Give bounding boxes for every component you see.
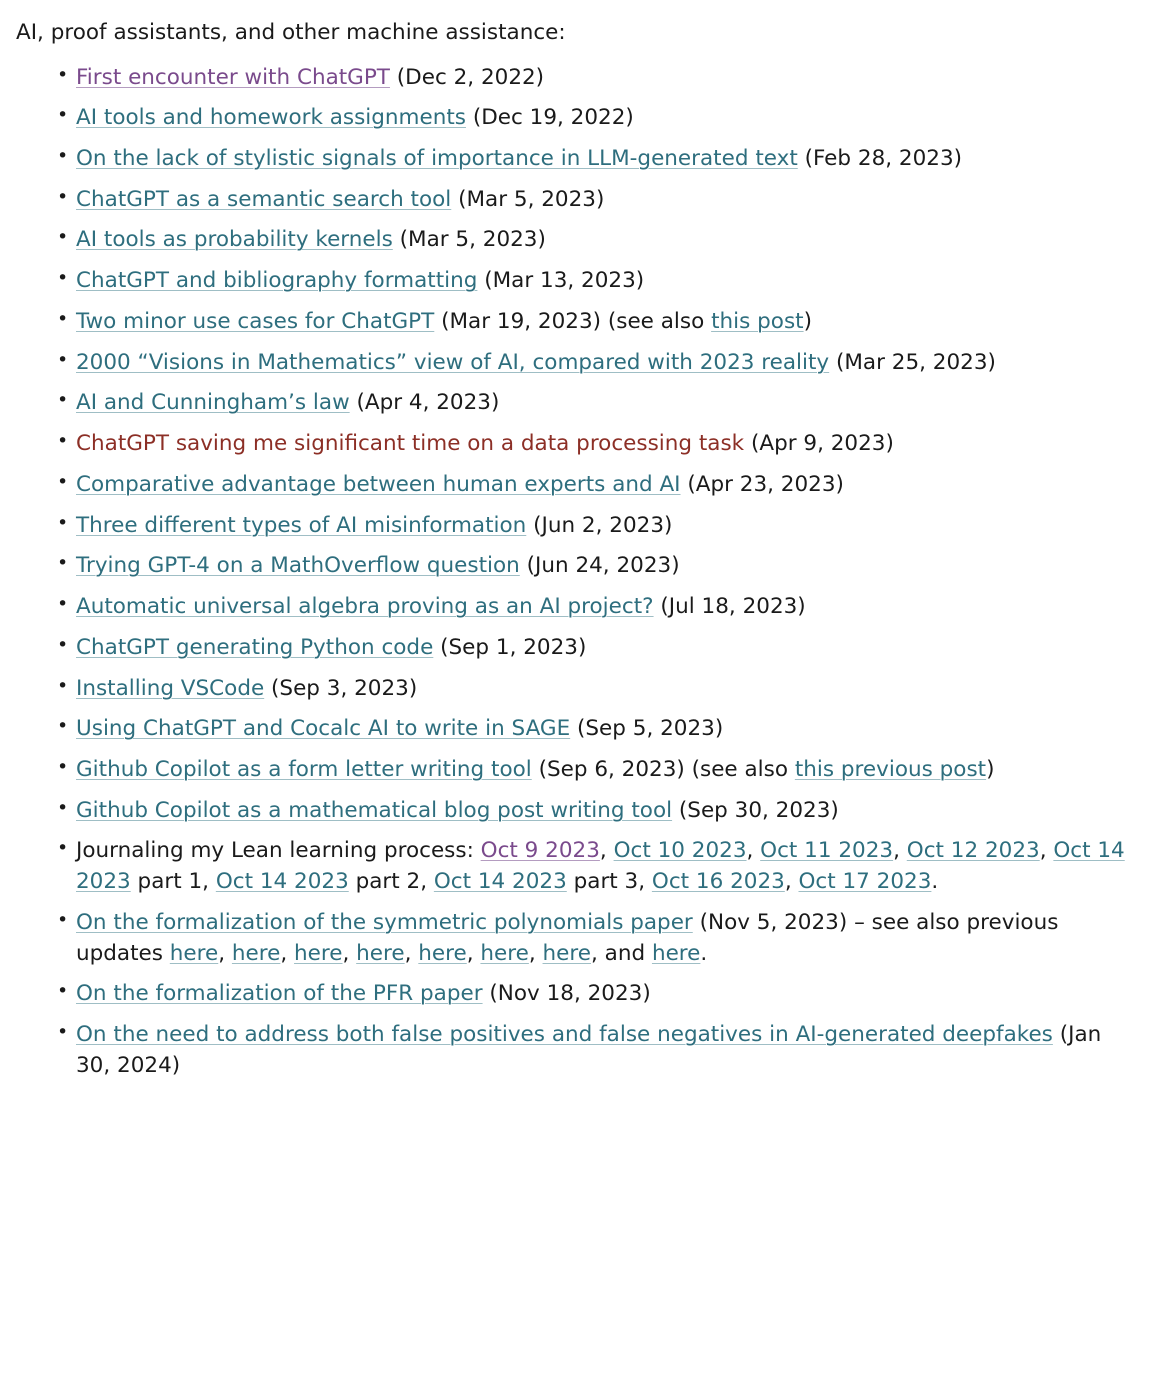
post-link[interactable]: here: [231, 940, 281, 966]
post-link[interactable]: Comparative advantage between human experts and AI: [76, 471, 681, 497]
post-link[interactable]: here: [542, 940, 591, 966]
post-link[interactable]: Oct 14 2023: [433, 869, 567, 895]
list-item: [14, 714, 1132, 745]
post-link[interactable]: here: [294, 940, 343, 966]
post-link[interactable]: Github Copilot as a form letter writing tool: [76, 757, 532, 782]
post-date-text: (Nov 5, 2023) – see also previous updates: [76, 909, 1059, 966]
post-date-text: (Mar 13, 2023): [477, 268, 645, 294]
post-link[interactable]: Oct 10 2023: [613, 838, 747, 864]
post-link[interactable]: AI tools and homework assignments: [76, 105, 466, 131]
post-link[interactable]: Installing VSCode: [76, 675, 265, 701]
post-date-text: , and: [591, 940, 652, 966]
post-link[interactable]: here: [651, 940, 701, 966]
post-link[interactable]: AI tools as probability kernels: [76, 227, 393, 253]
list-item: [14, 908, 1132, 969]
list-item: [14, 103, 1132, 134]
post-link[interactable]: here: [418, 940, 467, 966]
post-link[interactable]: this post: [711, 308, 804, 334]
post-date-text: ,: [599, 838, 614, 864]
post-link[interactable]: here: [480, 940, 529, 966]
post-link[interactable]: here: [356, 940, 405, 966]
post-date-text: (Dec 19, 2022): [465, 105, 634, 131]
list-item: [14, 225, 1132, 256]
post-link[interactable]: Oct 9 2023: [480, 838, 600, 864]
list-item: [14, 429, 1132, 460]
post-link[interactable]: ChatGPT saving me significant time on a data processing task: [76, 431, 745, 457]
list-item: [14, 979, 1132, 1010]
list-item: [14, 592, 1132, 623]
post-date-text: ): [803, 308, 812, 334]
post-date-text: (Mar 5, 2023): [451, 186, 605, 212]
post-date-text: (Jun 2, 2023): [526, 512, 673, 538]
post-date-text: part 2,: [348, 869, 434, 895]
post-link[interactable]: AI and Cunningham’s law: [76, 390, 350, 416]
post-link[interactable]: On the formalization of the symmetric polynomials paper: [76, 909, 693, 935]
post-date-text: (Nov 18, 2023): [482, 981, 651, 1007]
post-date-text: ,: [342, 940, 357, 966]
post-date-text: ,: [746, 838, 761, 864]
list-item: [14, 388, 1132, 419]
post-link[interactable]: Two minor use cases for ChatGPT: [76, 308, 435, 334]
post-date-text: .: [931, 869, 939, 895]
post-date-text: (Apr 4, 2023): [349, 390, 500, 416]
list-item: [14, 755, 1132, 786]
post-date-text: (Apr 23, 2023): [680, 471, 844, 497]
list-item: [14, 511, 1132, 542]
list-item: [14, 63, 1132, 94]
post-date-text: (Mar 25, 2023): [829, 349, 996, 375]
post-link[interactable]: First encounter with ChatGPT: [76, 64, 390, 90]
post-link[interactable]: Trying GPT-4 on a MathOverflow question: [76, 553, 520, 579]
post-date-text: (Sep 1, 2023): [433, 634, 587, 660]
post-link[interactable]: Oct 12 2023: [906, 838, 1040, 864]
post-date-text: (Sep 30, 2023): [672, 797, 839, 823]
post-link[interactable]: ChatGPT and bibliography formatting: [76, 268, 478, 294]
post-link[interactable]: Three different types of AI misinformation: [76, 512, 527, 538]
post-date-text: ,: [784, 869, 799, 895]
post-date-text: (Sep 5, 2023): [570, 716, 724, 742]
post-date-text: (Mar 19, 2023) (see also: [434, 308, 712, 334]
post-date-text: (Jun 24, 2023): [519, 553, 680, 579]
list-item: [14, 307, 1132, 338]
post-date-text: (Sep 3, 2023): [264, 675, 418, 701]
post-date-text: (Apr 9, 2023): [744, 431, 894, 457]
post-link[interactable]: Github Copilot as a mathematical blog post writing tool: [76, 797, 673, 823]
post-date-text: (Jul 18, 2023): [653, 594, 806, 620]
post-link[interactable]: Oct 14 2023: [215, 869, 349, 895]
post-date-text: part 1,: [130, 869, 216, 895]
post-date-text: .: [700, 940, 708, 966]
post-link[interactable]: On the need to address both false positives and false negatives in AI-generated deepfakes: [76, 1022, 1053, 1048]
list-item: [14, 836, 1132, 897]
post-date-text: ,: [404, 940, 419, 966]
post-link[interactable]: ChatGPT generating Python code: [76, 634, 434, 660]
post-link[interactable]: Using ChatGPT and Cocalc AI to write in SAGE: [76, 716, 571, 742]
post-link[interactable]: ChatGPT as a semantic search tool: [76, 186, 452, 212]
post-link[interactable]: Oct 11 2023: [760, 838, 894, 864]
post-date-text: Journaling my Lean learning process:: [76, 838, 481, 864]
list-item: [14, 551, 1132, 582]
list-item: [14, 633, 1132, 664]
post-link[interactable]: Oct 17 2023: [798, 869, 932, 895]
post-date-text: ,: [1039, 838, 1054, 864]
post-link[interactable]: On the lack of stylistic signals of importance in LLM-generated text: [76, 145, 798, 171]
post-date-text: (Dec 2, 2022): [389, 64, 545, 90]
post-link[interactable]: Automatic universal algebra proving as an AI project?: [76, 594, 654, 620]
post-link[interactable]: Oct 16 2023: [651, 869, 785, 895]
post-date-text: (Jan 30, 2024): [76, 1022, 1102, 1078]
post-date-text: ,: [280, 940, 295, 966]
post-date-text: (Sep 6, 2023) (see also: [531, 757, 795, 782]
post-date-text: (Feb 28, 2023): [797, 145, 963, 171]
list-item: [14, 674, 1132, 705]
post-link[interactable]: 2000 “Visions in Mathematics” view of AI, compared with 2023 reality: [76, 349, 830, 375]
list-item: [14, 266, 1132, 297]
list-item: [14, 185, 1132, 216]
post-date-text: ,: [893, 838, 907, 864]
post-link[interactable]: here: [169, 940, 219, 966]
post-link[interactable]: this previous post: [794, 757, 987, 782]
list-item: [14, 1020, 1132, 1081]
list-item: [14, 796, 1132, 827]
post-date-text: ,: [528, 940, 543, 966]
post-date-text: ,: [218, 940, 232, 966]
section-intro: AI, proof assistants, and other machine assistance:: [16, 20, 566, 45]
post-link[interactable]: Oct 14 2023: [76, 838, 1125, 895]
list-item: [14, 144, 1132, 175]
post-date-text: (Mar 5, 2023): [392, 227, 546, 253]
post-link-list: [14, 63, 1132, 1082]
list-item: [14, 470, 1132, 501]
post-date-text: ): [986, 757, 995, 782]
list-item: [14, 348, 1132, 379]
post-date-text: part 3,: [566, 869, 652, 895]
post-link[interactable]: On the formalization of the PFR paper: [76, 981, 483, 1007]
post-date-text: ,: [466, 940, 481, 966]
